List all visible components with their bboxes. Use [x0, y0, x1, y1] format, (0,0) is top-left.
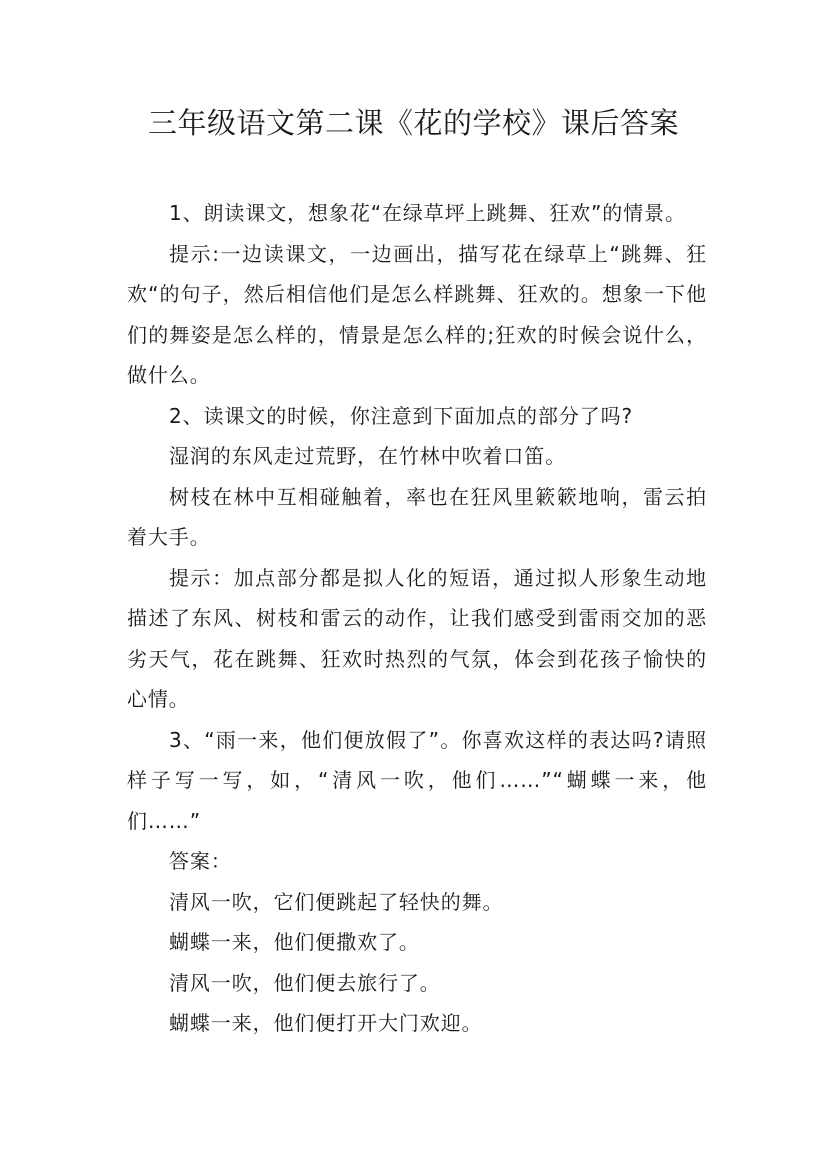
question-3: 3、“雨一来，他们便放假了”。你喜欢这样的表达吗?请照样子写一写，如，“清风一吹，他们……”“蝴蝶一来，他们……” — [127, 727, 707, 833]
answer-label: 答案： — [169, 849, 232, 873]
hint-1: 提示:一边读课文，一边画出，描写花在绿草上“跳舞、狂欢“的句子，然后相信他们是怎么样跳舞、狂欢的。想象一下他们的舞姿是怎么样的，情景是怎么样的;狂欢的时候会说什么，做什么。 — [127, 241, 707, 387]
question-2: 2、读课文的时候，你注意到下面加点的部分了吗? — [169, 403, 634, 428]
answer-line-1: 清风一吹，它们便跳起了轻快的舞。 — [169, 889, 504, 914]
document-title: 三年级语文第二课《花的学校》课后答案 — [147, 106, 679, 140]
hint-2: 提示：加点部分都是拟人化的短语，通过拟人形象生动地描述了东风、树枝和雷云的动作，让我们感受到雷雨交加的恶劣天气，花在跳舞、狂欢时热烈的气氛，体会到花孩子愉快的心情。 — [127, 565, 707, 711]
question-1: 1、朗读课文，想象花“在绿草坪上跳舞、狂欢”的情景。 — [169, 201, 686, 225]
document-body — [127, 193, 707, 1044]
example-sentence-1: 湿润的东风走过荒野，在竹林中吹着口笛。 — [169, 444, 567, 468]
answer-line-3: 清风一吹，他们便去旅行了。 — [169, 970, 441, 995]
answer-line-2: 蝴蝶一来，他们便撒欢了。 — [169, 930, 420, 954]
example-sentence-2: 树枝在林中互相碰触着，率也在狂风里簌簌地响，雷云拍着大手。 — [127, 484, 707, 549]
answer-line-4: 蝴蝶一来，他们便打开大门欢迎。 — [169, 1011, 483, 1035]
